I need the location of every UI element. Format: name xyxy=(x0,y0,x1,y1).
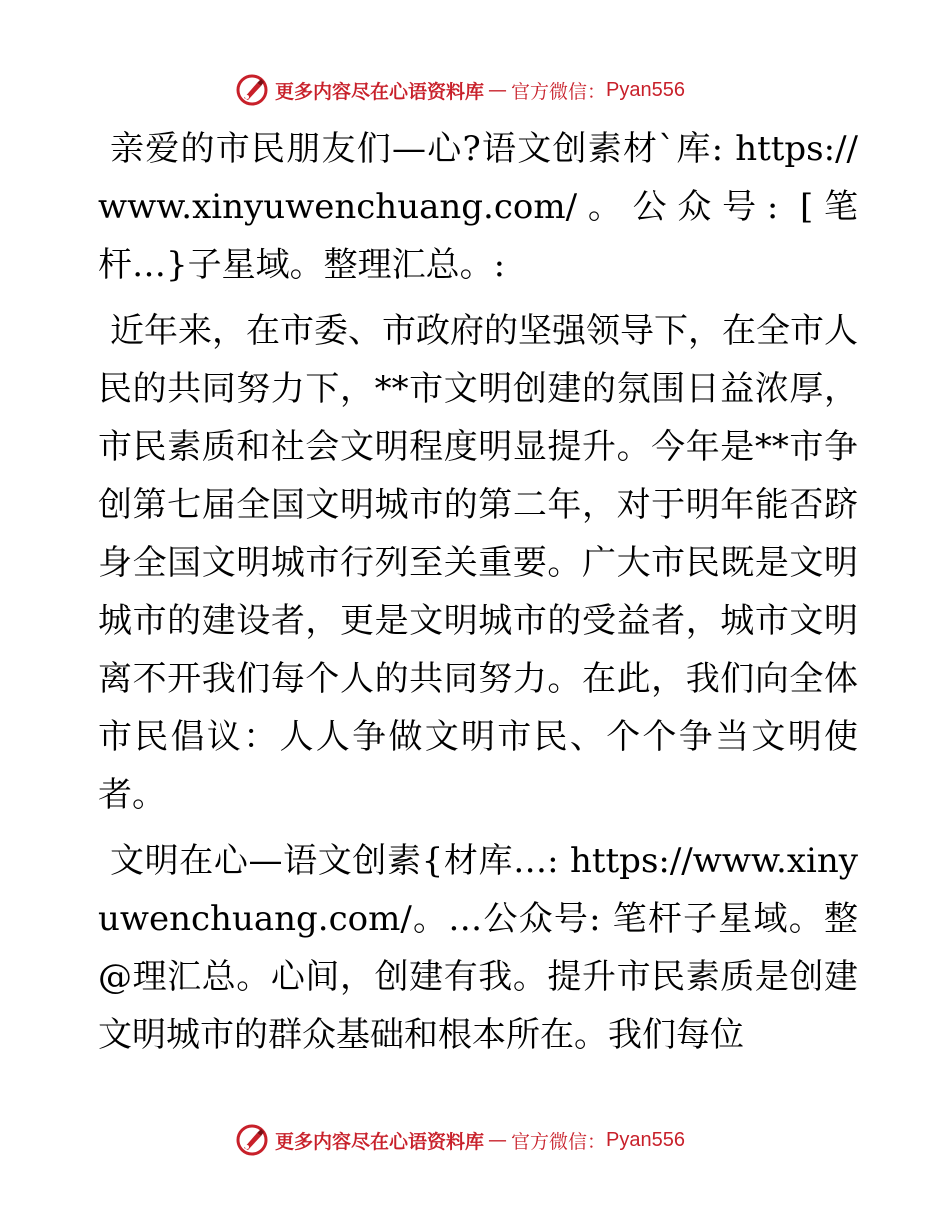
paragraph-civility: 文明在心—语文创素{材库…: https://www.xinyuwenchuang.com/。…公众号: 笔杆子星域。整@理汇总。心间，创建有我。提升市民素质是创建文明城市的群众基础和根本所在。我们每位 xyxy=(98,841,858,1055)
document-body xyxy=(98,120,858,1072)
pen-logo-icon xyxy=(235,1123,269,1157)
footer-contact-label: 官方微信： xyxy=(511,1130,607,1153)
header-brand-text: 更多内容尽在心语资料库 xyxy=(275,80,485,103)
header-banner xyxy=(235,70,685,110)
header-separator: — xyxy=(488,79,508,101)
footer-brand-text: 更多内容尽在心语资料库 xyxy=(275,1130,485,1153)
paragraph-intro: 近年来，在市委、市政府的坚强领导下，在全市人民的共同努力下，**市文明创建的氛围日益浓厚，市民素质和社会文明程度明显提升。今年是**市争创第七届全国文明城市的第二年，对于明年能否跻身全国文明城市行列至关重要。广大市民既是文明城市的建设者，更是文明城市的受益者，城市文明离不开我们每个人的共同努力。在此，我们向全体市民倡议：人人争做文明市民、个个争当文明使者。 xyxy=(98,311,858,815)
footer-separator: — xyxy=(488,1129,508,1151)
footer-banner xyxy=(235,1120,685,1160)
paragraph-greeting: 亲爱的市民朋友们—心?语文创素材`库: https://www.xinyuwenchuang.com/。公众号: [笔杆…}子星域。整理汇总。: xyxy=(98,129,858,285)
header-contact-label: 官方微信： xyxy=(511,80,607,103)
header-contact-id: Pyan556 xyxy=(606,78,685,101)
pen-logo-icon xyxy=(235,73,269,107)
footer-contact-id: Pyan556 xyxy=(606,1128,685,1151)
